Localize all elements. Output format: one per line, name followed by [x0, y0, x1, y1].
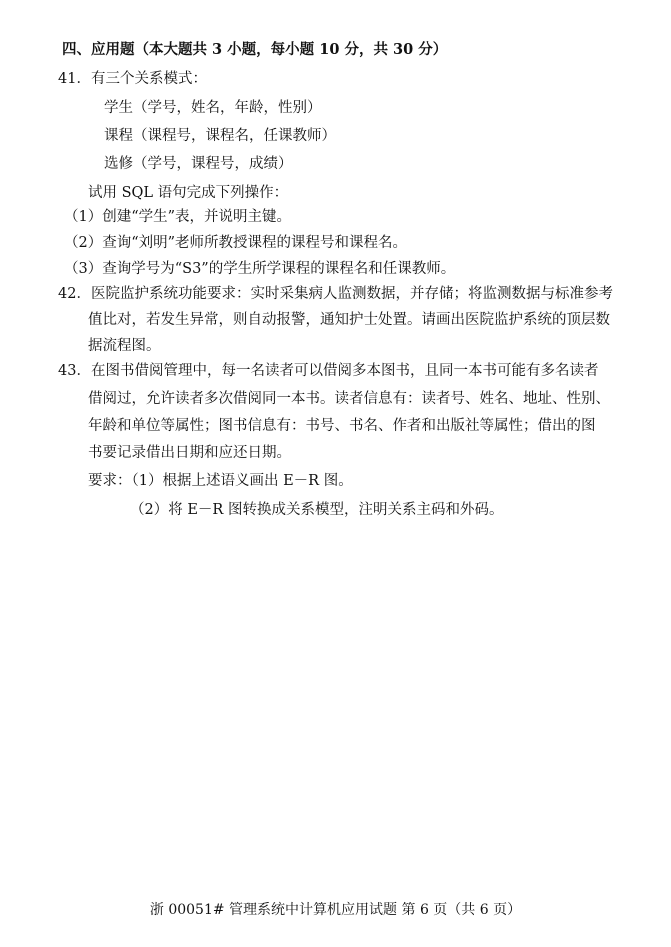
question-number: 42． [58, 286, 91, 302]
schema-elective: 选修（学号，课程号，成绩） [104, 156, 293, 172]
schema-course: 课程（课程号，课程名，任课教师） [104, 128, 336, 144]
question-text-line: 医院监护系统功能要求：实时采集病人监测数据，并存储；将监测数据与标准参考 [90, 286, 613, 302]
question-intro: 有三个关系模式： [90, 71, 207, 87]
section-heading: 四、应用题（本大题共 3 小题，每小题 10 分，共 30 分） [62, 41, 448, 58]
question-text-line: 书要记录借出日期和应还日期。 [88, 445, 291, 461]
sub-item: （1）创建“学生”表，并说明主键。 [64, 209, 292, 225]
question-text-line: 年龄和单位等属性；图书信息有：书号、书名、作者和出版社等属性；借出的图 [88, 418, 596, 434]
question-text-line: 在图书借阅管理中，每一名读者可以借阅多本图书，且同一本书可能有多名读者 [90, 363, 599, 379]
question-41 [58, 69, 207, 89]
question-43 [58, 361, 598, 381]
question-text-line: 借阅过，允许读者多次借阅同一本书。读者信息有：读者号、姓名、地址、性别、 [88, 391, 610, 407]
question-number: 41． [58, 71, 91, 87]
requirement-2: （2）将 E－R 图转换成关系模型，注明关系主码和外码。 [130, 502, 504, 518]
schema-student: 学生（学号，姓名，年龄，性别） [104, 100, 322, 116]
sub-item: （3）查询学号为“S3”的学生所学课程的课程名和任课教师。 [64, 261, 456, 277]
question-text-line: 据流程图。 [88, 338, 161, 354]
question-text-line: 值比对，若发生异常，则自动报警，通知护士处置。请画出医院监护系统的顶层数 [88, 312, 610, 328]
sub-item: （2）查询“刘明”老师所教授课程的课程号和课程名。 [64, 235, 408, 251]
question-number: 43． [58, 363, 91, 379]
page-footer: 浙 00051# 管理系统中计算机应用试题 第 6 页（共 6 页） [149, 902, 522, 918]
question-42 [58, 284, 613, 304]
sql-instruction: 试用 SQL 语句完成下列操作： [88, 185, 289, 201]
requirement-1: 要求：（1）根据上述语义画出 E－R 图。 [88, 473, 353, 489]
